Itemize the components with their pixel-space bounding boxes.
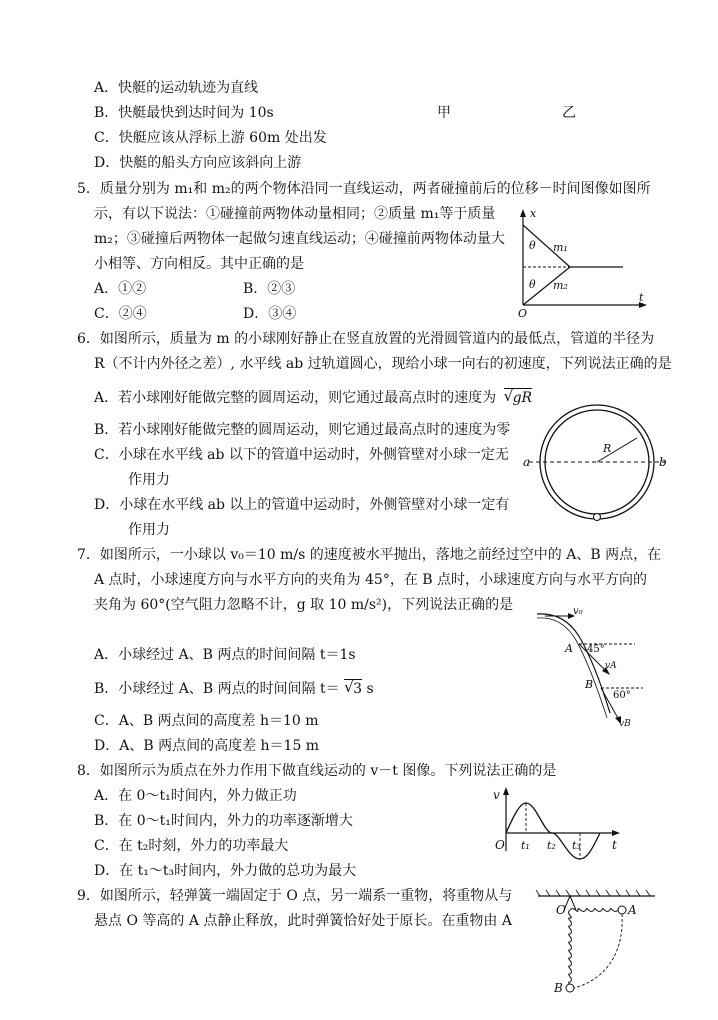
q6-label-a: a — [523, 455, 531, 469]
q5-stem-line1: 5．质量分别为 m₁和 m₂的两个物体沿同一直线运动，两者碰撞前后的位移－时间图像如图所 — [77, 181, 651, 197]
q7-option-c: C．A、B 两点间的高度差 h＝10 m — [94, 713, 319, 729]
q5-m2-label: m₂ — [553, 279, 568, 292]
q5-option-b: B．②③ — [243, 281, 296, 297]
q7-label-a: A — [565, 642, 573, 655]
q7-option-a: A．小球经过 A、B 两点的时间间隔 t＝1s — [94, 647, 356, 663]
q8-option-b: B．在 0～t₁时间内，外力的功率逐渐增大 — [94, 813, 353, 829]
q8-t3-label: t₃ — [572, 839, 581, 852]
q7-label-b: B — [585, 678, 594, 691]
q6-option-d-line1: D．小球在水平线 ab 以上的管道中运动时，外侧管壁对小球一定有 — [94, 497, 510, 513]
q5-stem-line3: m₂；③碰撞后两物体一起做匀速直线运动；④碰撞前两物体动量大 — [94, 231, 505, 247]
q7-label-v0: v₀ — [573, 606, 583, 617]
q4-option-b: B．快艇最快到达时间为 10s — [94, 105, 274, 121]
q4-option-c: C．快艇应该从浮标上游 60m 处出发 — [94, 130, 327, 146]
q7-label-vb: vB — [619, 719, 631, 729]
q5-option-c: C．②④ — [94, 306, 147, 322]
q5-stem-line2: 示，有以下说法：①碰撞前两物体动量相同；②质量 m₁等于质量 — [94, 206, 496, 222]
q5-origin-label: O — [518, 307, 528, 320]
q5-option-d: D．③④ — [243, 306, 297, 322]
q9-stem-line1: 9．如图所示，轻弹簧一端固定于 O 点，另一端系一重物，将重物从与 — [77, 888, 513, 904]
q4-label-yi: 乙 — [562, 105, 576, 121]
q5-t-axis-label: t — [639, 291, 644, 304]
q7-angle-60: 60° — [613, 690, 631, 701]
q9-spring-figure — [530, 888, 660, 998]
q5-theta-lower: θ — [529, 278, 536, 291]
q8-option-a: A．在 0～t₁时间内，外力做正功 — [94, 788, 297, 804]
q4-option-d: D．快艇的船头方向应该斜向上游 — [94, 155, 302, 171]
q8-option-d: D．在 t₁～t₃时间内，外力做的总功为最大 — [94, 863, 357, 879]
q5-xt-graph — [515, 205, 650, 320]
q4-option-a: A．快艇的运动轨迹为直线 — [94, 80, 259, 96]
q5-theta-upper: θ — [529, 239, 536, 252]
q8-stem-line1: 8．如图所示为质点在外力作用下做直线运动的 v－t 图像。下列说法正确的是 — [77, 763, 557, 779]
q9-label-a: A — [628, 903, 637, 917]
q6-option-c-line1: C．小球在水平线 ab 以下的管道中运动时，外侧管壁对小球一定无 — [94, 447, 509, 463]
q7-stem-line3: 夹角为 60°(空气阻力忽略不计，g 取 10 m/s²)，下列说法正确的是 — [94, 597, 514, 613]
q6-option-d-line2: 作用力 — [128, 522, 170, 538]
q8-vt-graph — [488, 785, 628, 855]
q5-m1-label: m₁ — [553, 241, 568, 254]
q5-option-a: A．①② — [94, 281, 147, 297]
q7-stem-line2: A 点时，小球速度方向与水平方向的夹角为 45°，在 B 点时，小球速度方向与水平方向的 — [94, 572, 648, 588]
q7-projectile-figure — [535, 608, 645, 733]
q6-label-b: b — [659, 455, 667, 469]
q7-angle-45: 45° — [587, 644, 605, 655]
q4-label-jia: 甲 — [437, 105, 451, 121]
q8-origin-label: O — [495, 838, 505, 852]
q9-label-b: B — [554, 981, 563, 995]
q6-stem-line2: R（不计内外径之差）, 水平线 ab 过轨道圆心，现给小球一向右的初速度，下列说法正确的是 — [94, 356, 672, 372]
q8-option-c: C．在 t₂时刻，外力的功率最大 — [94, 838, 289, 854]
q6-circular-tube-figure — [525, 400, 675, 525]
q7-option-b: B．小球经过 A、B 两点的时间间隔 t＝ √ 3 s — [94, 678, 374, 697]
q7-stem-line1: 7．如图所示，一小球以 v₀＝10 m/s 的速度被水平抛出，落地之前经过空中的 A、B 两点，在 — [77, 547, 662, 563]
q6-option-c-line2: 作用力 — [128, 472, 170, 488]
q6-option-b: B．若小球刚好能做完整的圆周运动，则它通过最高点时的速度为零 — [94, 422, 511, 438]
q9-stem-line2: 悬点 O 等高的 A 点静止释放，此时弹簧恰好处于原长。在重物由 A — [94, 913, 512, 929]
q8-t-axis-label: t — [612, 838, 617, 852]
q6-option-a-sqrt: √ gR — [503, 387, 533, 406]
q7-label-va: vA — [605, 661, 617, 671]
q8-t2-label: t₂ — [547, 839, 556, 852]
q7-option-d: D．A、B 两点间的高度差 h＝15 m — [94, 738, 320, 754]
q8-t1-label: t₁ — [521, 839, 530, 852]
q9-label-o: O — [556, 903, 566, 917]
q7-option-b-sqrt: √ 3 — [344, 678, 363, 697]
q5-x-axis-label: x — [530, 207, 537, 220]
q6-option-a: A．若小球刚好能做完整的圆周运动，则它通过最高点时的速度为 √ gR — [94, 387, 533, 406]
q5-stem-line4: 小相等、方向相反。其中正确的是 — [94, 256, 304, 272]
q6-stem-line1: 6．如图所示，质量为 m 的小球刚好静止在竖直放置的光滑圆管道内的最低点，管道的半径为 — [77, 331, 655, 347]
q8-v-axis-label: v — [493, 788, 500, 802]
q6-label-r: R — [603, 442, 612, 455]
